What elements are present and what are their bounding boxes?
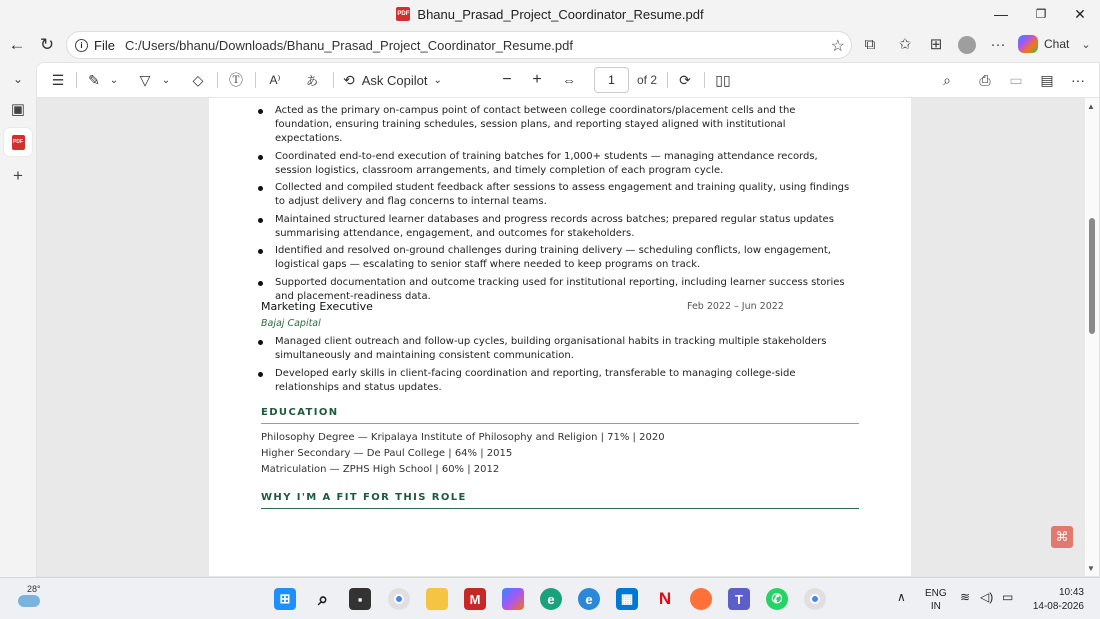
rotate-icon[interactable]: ⟳ [679,71,691,88]
battery-icon[interactable]: ▭ [1002,590,1014,604]
favorites-icon[interactable]: ✩ [898,36,912,53]
collections-icon[interactable]: ⊞ [929,36,943,53]
pdf-page [209,98,911,577]
chat-label: Chat [1044,37,1070,51]
education-heading: EDUCATION [261,407,339,418]
job-dates: Feb 2022 – Jun 2022 [687,301,784,312]
sidebar [0,62,36,577]
copilot-app-icon[interactable] [502,588,524,610]
back-icon[interactable]: ← [8,35,26,54]
zoom-out-icon[interactable]: − [502,71,512,88]
profile-icon[interactable] [958,36,976,54]
info-icon[interactable]: i [75,39,88,52]
page-number-input[interactable]: 1 [594,67,629,93]
weather-icon[interactable] [18,595,40,607]
education-item: Higher Secondary — De Paul College | 64% | 2015 [261,448,513,459]
show-hidden-icons[interactable]: ∧ [897,590,906,604]
experience-bullets [255,104,855,307]
scroll-up-icon[interactable]: ▲ [1087,102,1095,111]
refresh-icon[interactable]: ↻ [39,35,55,54]
text-icon[interactable]: Ⓣ [229,72,243,88]
page-total: of 2 [637,73,658,87]
education-item: Philosophy Degree — Kripalaya Institute of Philosophy and Religion | 71% | 2020 [261,432,665,443]
edge-icon[interactable]: e [540,588,562,610]
url-scheme: File [94,37,115,53]
list-item: Managed client outreach and follow-up cycles, building organisational habits in tracking multiple stakeholders simultaneously and maintaining consistent communication. [255,335,855,363]
chevron-down-icon[interactable]: ⌄ [109,74,119,86]
list-item: Developed early skills in client-facing coordination and reporting, transferable to managing college-side relationships and status updates. [255,367,855,395]
title-bar [0,0,1100,28]
vertical-scrollbar[interactable] [1085,98,1099,577]
netflix-icon[interactable]: N [658,589,672,608]
chrome-icon[interactable] [388,588,410,610]
print-icon[interactable]: ⎙ [979,71,991,88]
teams-icon[interactable]: T [728,588,750,610]
divider [261,423,859,424]
chrome-profile-icon[interactable] [804,588,826,610]
fit-heading: WHY I'M A FIT FOR THIS ROLE [261,492,467,503]
taskbar-search-icon[interactable]: ⌕ [317,588,329,609]
store-icon[interactable]: ▦ [616,588,638,610]
acrobat-icon[interactable]: ⌘ [1051,526,1073,548]
star-icon[interactable]: ☆ [830,38,845,55]
restore-button[interactable]: ❐ [1035,7,1047,21]
file-explorer-icon[interactable] [426,588,448,610]
education-item: Matriculation — ZPHS High School | 60% | 2012 [261,464,500,475]
language-code: ENG [925,588,947,599]
more-icon[interactable]: ··· [990,35,1006,53]
weather-temperature[interactable]: 28° [27,584,41,594]
save-icon[interactable]: ▭ [1009,71,1023,88]
edge-beta-icon[interactable]: e [578,588,600,610]
pdf-tab-icon: PDF [12,135,25,150]
extensions-icon[interactable]: ⧉ [864,35,876,53]
wifi-icon[interactable]: ≋ [960,590,971,604]
contents-icon[interactable]: ☰ [51,71,65,88]
eraser-icon[interactable]: ◇ [192,71,204,88]
chevron-down-icon[interactable]: ⌄ [1081,38,1091,51]
ask-copilot-button[interactable] [343,69,442,91]
clock[interactable] [1026,586,1084,614]
windows-start-icon[interactable]: ⊞ [274,588,296,610]
list-item: Acted as the primary on-campus point of contact between college coordinators/placement cells and the foundation, ensuring training schedules, session plans, and reporting stayed aligned with institutional expectations. [255,104,855,146]
ask-copilot-label: Ask Copilot [361,72,428,88]
url-text[interactable]: C:/Users/bhanu/Downloads/Bhanu_Prasad_Project_Coordinator_Resume.pdf [124,37,573,53]
region-code: IN [930,601,941,612]
chevron-down-icon[interactable]: ⌄ [161,74,171,86]
list-item: Maintained structured learner databases and progress records across batches; prepared regular status updates summarising attendance, engagement, and outcomes for stakeholders. [255,213,855,241]
pdf-file-icon: PDF [396,7,410,21]
page-view-icon[interactable]: ▯▯ [715,71,731,88]
zoom-in-icon[interactable]: + [532,71,542,88]
firefox-icon[interactable] [690,588,712,610]
divider [261,508,859,509]
chevron-down-icon[interactable]: ⌄ [12,72,24,86]
language-indicator[interactable] [925,587,947,613]
list-item: Identified and resolved on-ground challenges during training delivery — scheduling conflicts, low engagement, logistical gaps — escalating to senior staff where needed to keep programs on track. [255,244,855,272]
highlight-icon[interactable]: ✎ [88,71,100,88]
minimize-button[interactable]: — [994,6,1008,22]
read-aloud-icon[interactable]: A⁾ [269,73,281,87]
fit-page-icon[interactable]: ⇔ [562,72,576,88]
list-item: Supported documentation and outcome tracking used for institutional reporting, including learner success stories and placement-readiness data. [255,276,855,304]
job-title: Marketing Executive [261,300,373,313]
time: 10:43 [1058,587,1084,598]
tab-pdf[interactable] [4,128,32,156]
list-item: Collected and compiled student feedback after sessions to assess engagement and training quality, using findings to adjust delivery and flag concerns to internal teams. [255,181,855,209]
chevron-down-icon: ⌄ [433,74,442,86]
mcafee-icon[interactable]: M [464,588,486,610]
whatsapp-icon[interactable]: ✆ [766,588,788,610]
settings-icon[interactable]: ··· [1071,72,1085,88]
list-item: Coordinated end-to-end execution of training batches for 1,000+ students — managing attendance records, session logistics, classroom arrangements, and timely completion of each program cycle. [255,150,855,178]
address-bar[interactable] [66,31,852,59]
chat-button[interactable] [1018,33,1069,55]
new-tab-icon[interactable]: + [13,166,23,185]
task-view-icon[interactable]: ▪ [349,588,371,610]
company-name: Bajaj Capital [261,318,321,329]
job-bullets [255,335,855,398]
copilot-icon [1018,35,1038,53]
pdf-toolbar [37,63,1100,98]
window-title: Bhanu_Prasad_Project_Coordinator_Resume.pdf [417,6,704,22]
workspaces-icon[interactable]: ▣ [10,101,26,118]
draw-icon[interactable]: ▽ [139,71,151,88]
pdf-viewer [36,62,1100,577]
close-button[interactable]: ✕ [1074,5,1086,22]
translate-icon[interactable]: あ [305,73,318,88]
copilot-outline-icon: ⟲ [343,71,355,88]
volume-icon[interactable]: ◁) [980,590,994,604]
taskbar [0,577,1100,619]
date: 14-08-2026 [1032,601,1084,612]
save-as-icon[interactable]: ▤ [1040,71,1054,88]
document-area[interactable] [37,98,1100,577]
scroll-thumb[interactable] [1089,218,1095,334]
scroll-down-icon[interactable]: ▼ [1087,564,1095,573]
search-icon[interactable]: ⌕ [943,71,951,88]
